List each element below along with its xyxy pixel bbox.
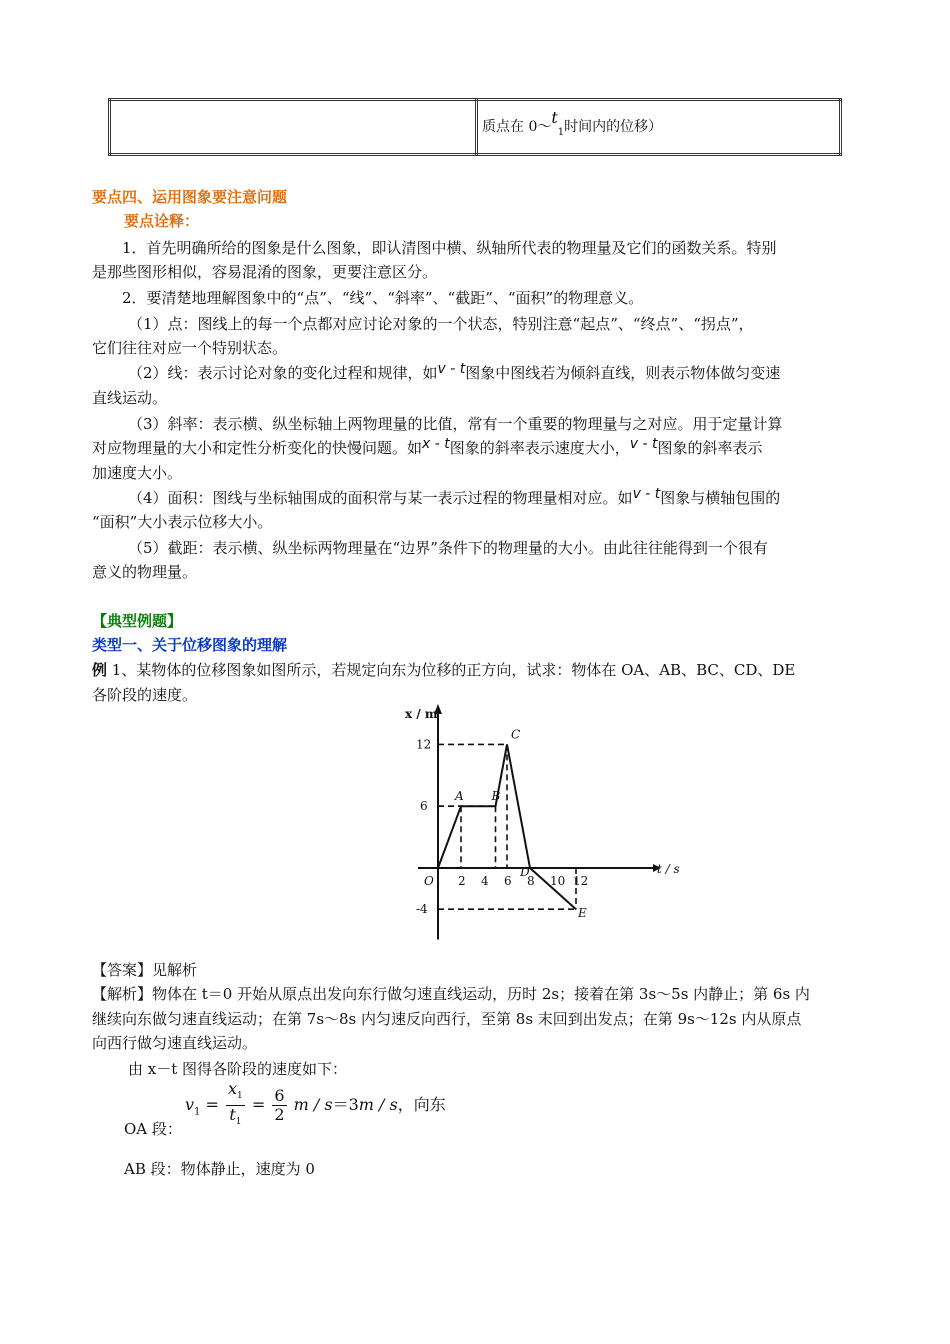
vt-symbol: v - t bbox=[632, 486, 661, 502]
paragraph-6-line-2: “面积”大小表示位移大小。 bbox=[92, 513, 273, 531]
eq-num: 6 bbox=[274, 1086, 285, 1106]
eq-t: t bbox=[229, 1105, 236, 1125]
vt-symbol: v - t bbox=[629, 436, 658, 452]
displacement-time-chart bbox=[395, 700, 695, 940]
cell-text-suffix: 时间内的位移） bbox=[564, 119, 663, 136]
example-1-text: 1、某物体的位移图象如图所示，若规定向东为位移的正方向，试求：物体在 OA、AB、BC、CD、DE bbox=[107, 661, 796, 679]
oa-label: OA 段： bbox=[124, 1120, 182, 1138]
origin-label: O bbox=[424, 874, 434, 888]
x-tick-label: 10 bbox=[550, 874, 566, 888]
type-1-heading: 类型一、关于位移图象的理解 bbox=[92, 636, 288, 654]
cell-text: 质点在 0～ bbox=[482, 119, 552, 136]
eq-x-sub: 1 bbox=[237, 1091, 243, 1102]
answer-line bbox=[92, 959, 862, 981]
analysis-line-4: 由 x－t 图得各阶段的速度如下： bbox=[128, 1060, 348, 1078]
paragraph-5-line-1: （3）斜率：表示横、纵坐标轴上两物理量的比值，常有一个重要的物理量与之对应。用于定量计算 bbox=[128, 415, 783, 433]
paragraph-4-line-2: 直线运动。 bbox=[92, 389, 168, 407]
p5-text-b: 图象的斜率表示速度大小， bbox=[449, 439, 630, 457]
answer-text: 见解析 bbox=[152, 961, 198, 979]
xt-symbol: x - t bbox=[422, 436, 450, 452]
x-tick-label: 2 bbox=[458, 874, 466, 888]
section-subheading: 要点诠释： bbox=[124, 212, 200, 230]
p4-text-b: 图象中图线若为倾斜直线，则表示物体做匀变速 bbox=[465, 364, 781, 382]
x-tick-label: 8 bbox=[527, 874, 535, 888]
x-tick-label: 4 bbox=[481, 874, 489, 888]
p6-text-a: （4）面积：图线与坐标轴围成的面积常与某一表示过程的物理量相对应。如 bbox=[128, 489, 633, 507]
analysis-text-1: 物体在 t＝0 开始从原点出发向东行做匀速直线运动，历时 2s；接着在第 3s～5s 内静止；第 6s 内 bbox=[152, 985, 810, 1003]
paragraph-7-line-1: （5）截距：表示横、纵坐标两物理量在“边界”条件下的物理量的大小。由此往往能得到一个很有 bbox=[128, 539, 768, 557]
oa-equation: $v_1$ = $\frac{x_1}{t_1}$ = $\frac{6}{2}$ m / s＝3m / s，向东 bbox=[185, 1080, 446, 1131]
y-tick-label: 6 bbox=[420, 799, 428, 814]
x-tick-label: 12 bbox=[573, 874, 589, 888]
eq-unit-1: m / s bbox=[293, 1095, 333, 1115]
eq-direction: ，向东 bbox=[397, 1095, 446, 1115]
paragraph-2: 2．要清楚地理解图象中的“点”、“线”、“斜率”、“截距”、“面积”的物理意义。 bbox=[122, 289, 644, 307]
eq-den: 2 bbox=[274, 1105, 285, 1125]
example-label: 例 bbox=[92, 661, 108, 679]
p5-text-c: 图象的斜率表示 bbox=[657, 439, 763, 457]
y-tick-label: 12 bbox=[416, 737, 432, 752]
paragraph-5-line-3: 加速度大小。 bbox=[92, 464, 183, 482]
point-label: B bbox=[491, 789, 501, 804]
p5-text-a: 对应物理量的大小和定性分析变化的快慢问题。如 bbox=[92, 439, 423, 457]
paragraph-3-line-2: 它们往往对应一个特别状态。 bbox=[92, 339, 288, 357]
examples-heading: 【典型例题】 bbox=[92, 612, 183, 630]
x-axis-label: t / s bbox=[657, 862, 680, 876]
eq-unit-2: m / s bbox=[358, 1095, 398, 1115]
vt-symbol: v - t bbox=[437, 361, 466, 377]
table-cell-right bbox=[477, 100, 841, 155]
cell-var: t bbox=[551, 108, 558, 128]
p6-text-b: 图象与横轴包围的 bbox=[660, 489, 781, 507]
paragraph-7-line-2: 意义的物理量。 bbox=[92, 563, 198, 581]
paragraph-1-line-2: 是那些图形相似，容易混淆的图象，更要注意区分。 bbox=[92, 263, 438, 281]
analysis-line-1 bbox=[92, 983, 862, 1005]
eq-equals-3: ＝3 bbox=[332, 1095, 359, 1115]
eq-v-sub: 1 bbox=[194, 1106, 201, 1118]
eq-v: v bbox=[185, 1095, 195, 1115]
section-heading: 要点四、运用图象要注意问题 bbox=[92, 188, 288, 206]
ab-line: AB 段：物体静止，速度为 0 bbox=[124, 1160, 315, 1178]
eq-x: x bbox=[228, 1079, 238, 1098]
analysis-line-2: 继续向东做匀速直线运动；在第 7s～8s 内匀速反向西行，至第 8s 末回到出发点；在第 9s～12s 内从原点 bbox=[92, 1010, 802, 1028]
point-label: C bbox=[511, 727, 521, 742]
point-label: A bbox=[455, 789, 464, 804]
paragraph-1-line-1: 1．首先明确所给的图象是什么图象，即认清图中横、纵轴所代表的物理量及它们的函数关系。特别 bbox=[122, 239, 777, 257]
paragraph-6-line-1 bbox=[128, 487, 898, 510]
y-tick-label: -4 bbox=[416, 902, 428, 917]
answer-label: 【答案】 bbox=[92, 961, 153, 979]
x-tick-label: 6 bbox=[504, 874, 512, 888]
analysis-label: 【解析】 bbox=[92, 985, 153, 1003]
paragraph-4-line-1 bbox=[128, 362, 898, 385]
example-1-line-1 bbox=[92, 659, 862, 681]
paragraph-3-line-1: （1）点：图线上的每一个点都对应讨论对象的一个状态，特别注意“起点”、“终点”、“拐点”， bbox=[128, 315, 754, 333]
eq-t-sub: 1 bbox=[235, 1117, 242, 1128]
continuation-table bbox=[108, 98, 842, 156]
cell-sub: 1 bbox=[557, 126, 565, 138]
p4-text-a: （2）线：表示讨论对象的变化过程和规律，如 bbox=[128, 364, 438, 382]
example-1-line-2: 各阶段的速度。 bbox=[92, 686, 198, 704]
point-label: D bbox=[520, 865, 530, 879]
analysis-line-3: 向西行做匀速直线运动。 bbox=[92, 1034, 258, 1052]
point-label: E bbox=[578, 906, 587, 921]
y-axis-label: x / m bbox=[405, 707, 438, 721]
paragraph-5-line-2 bbox=[92, 437, 862, 460]
table-cell-left bbox=[110, 100, 477, 155]
